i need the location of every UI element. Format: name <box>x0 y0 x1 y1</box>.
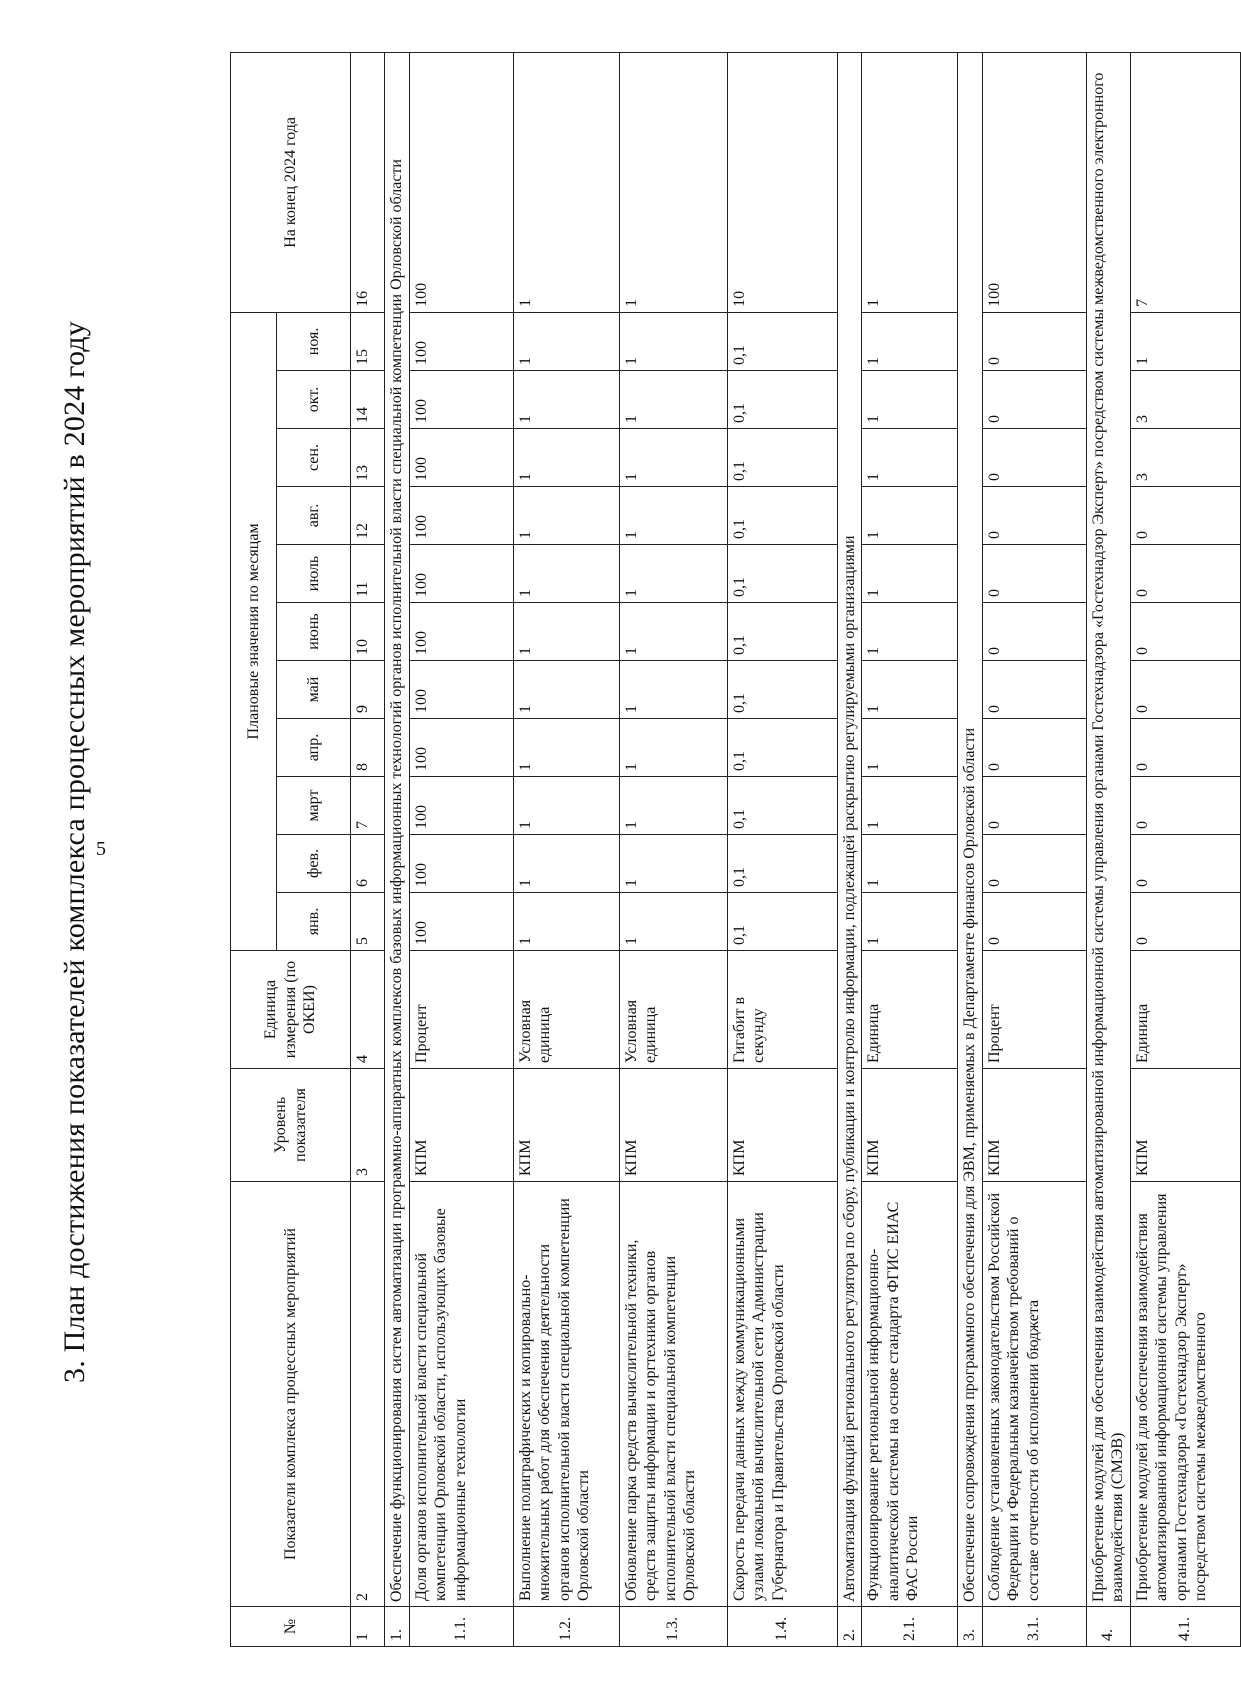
monthly-value: 100 <box>409 777 513 835</box>
monthly-value: 0 <box>982 429 1086 487</box>
monthly-value: 1 <box>862 835 958 893</box>
column-number: 13 <box>351 429 385 487</box>
indicator-row <box>982 52 1086 1646</box>
indicator-name: Выполнение полиграфических и копировально-множительных работ для обеспечения деятельности органов исполнительной власти специальной компетенции Орловской области <box>513 1182 619 1607</box>
monthly-value: 0,1 <box>727 545 837 603</box>
monthly-value: 1 <box>513 893 619 951</box>
indicator-level: КПМ <box>727 1069 837 1182</box>
monthly-value: 1 <box>513 661 619 719</box>
monthly-value: 1 <box>513 545 619 603</box>
indicator-row <box>862 52 958 1646</box>
monthly-value: 100 <box>409 719 513 777</box>
section-row <box>385 52 410 1646</box>
section-row <box>1086 52 1130 1646</box>
monthly-value: 1 <box>619 603 727 661</box>
indicator-level: КПМ <box>982 1069 1086 1182</box>
indicator-level: КПМ <box>409 1069 513 1182</box>
monthly-value: 1 <box>619 777 727 835</box>
monthly-value: 100 <box>409 893 513 951</box>
indicator-number: 1.1. <box>409 1607 513 1647</box>
column-number: 12 <box>351 487 385 545</box>
monthly-value: 0 <box>982 893 1086 951</box>
monthly-value: 0 <box>982 545 1086 603</box>
end-of-year-value: 100 <box>409 52 513 312</box>
monthly-value: 0 <box>1130 545 1240 603</box>
indicator-row <box>727 52 837 1646</box>
monthly-value: 0 <box>982 835 1086 893</box>
monthly-value: 1 <box>619 487 727 545</box>
indicator-name: Доля органов исполнительной власти специальной компетенции Орловской области, использующих базовые информационные технологии <box>409 1182 513 1607</box>
section-title: Обеспечение функционирования систем автоматизации программно-аппаратных комплексов базовых информационных технологий органов исполнительной власти специальной компетенции Орловской области <box>385 52 410 1606</box>
monthly-value: 0 <box>1130 893 1240 951</box>
header-month: апр. <box>277 719 351 777</box>
monthly-value: 0,1 <box>727 429 837 487</box>
indicator-unit: Процент <box>982 951 1086 1069</box>
column-number: 16 <box>351 52 385 312</box>
header-level: Уровень показателя <box>231 1069 351 1182</box>
indicator-name: Приобретение модулей для обеспечения взаимодействия автоматизированной информационной системы управления органами Гостехнадзора «Гостехнадзор Эксперт» посредством системы межведомственного <box>1130 1182 1240 1607</box>
indicator-number: 4.1. <box>1130 1607 1240 1647</box>
end-of-year-value: 100 <box>982 52 1086 312</box>
indicator-row <box>1130 52 1240 1646</box>
monthly-value: 1 <box>619 661 727 719</box>
monthly-value: 0 <box>1130 777 1240 835</box>
monthly-value: 1 <box>513 487 619 545</box>
indicator-row <box>409 52 513 1646</box>
monthly-value: 1 <box>862 371 958 429</box>
monthly-value: 0 <box>982 312 1086 370</box>
indicator-name: Скорость передачи данных между коммуникационными узлами локальной вычислительной сети Администрации Губернатора и Правительства Орловской области <box>727 1182 837 1607</box>
end-of-year-value: 1 <box>619 52 727 312</box>
monthly-value: 1 <box>862 545 958 603</box>
section-title: Автоматизация функций регионального регулятора по сбору, публикации и контролю информации, подлежащей раскрытию регулируемыми организациями <box>837 52 862 1606</box>
monthly-value: 0 <box>1130 719 1240 777</box>
monthly-value: 100 <box>409 312 513 370</box>
column-number: 2 <box>351 1182 385 1607</box>
header-month: ноя. <box>277 312 351 370</box>
monthly-value: 1 <box>619 371 727 429</box>
column-number: 5 <box>351 893 385 951</box>
section-title: Приобретение модулей для обеспечения взаимодействия автоматизированной информационной системы управления органами Гостехнадзора «Гостехнадзор Эксперт» посредством системы межведомственного электронного взаимодействия (СМЭВ) <box>1086 52 1130 1606</box>
monthly-value: 0 <box>982 777 1086 835</box>
monthly-value: 0,1 <box>727 312 837 370</box>
section-number: 3. <box>958 1607 983 1647</box>
indicator-number: 1.3. <box>619 1607 727 1647</box>
column-number: 14 <box>351 371 385 429</box>
header-month: июль <box>277 545 351 603</box>
section-row <box>837 52 862 1646</box>
page-title: 3. План достижения показателей комплекса процессных мероприятий в 2024 году <box>58 321 91 1383</box>
monthly-value: 1 <box>862 661 958 719</box>
end-of-year-value: 10 <box>727 52 837 312</box>
column-number: 7 <box>351 777 385 835</box>
column-number: 15 <box>351 312 385 370</box>
header-month: янв. <box>277 893 351 951</box>
monthly-value: 0 <box>1130 603 1240 661</box>
indicator-name: Соблюдение установленных законодательством Российской Федерации и Федеральным казначейством требований о составе отчетности об исполнении бюджета <box>982 1182 1086 1607</box>
monthly-value: 0 <box>1130 487 1240 545</box>
monthly-value: 100 <box>409 661 513 719</box>
header-unit: Единица измерения (по ОКЕИ) <box>231 951 351 1069</box>
column-number: 4 <box>351 951 385 1069</box>
monthly-value: 0 <box>982 487 1086 545</box>
header-num: № <box>231 1607 351 1647</box>
monthly-value: 0,1 <box>727 719 837 777</box>
monthly-value: 1 <box>862 487 958 545</box>
monthly-value: 1 <box>862 719 958 777</box>
indicator-number: 2.1. <box>862 1607 958 1647</box>
indicator-number: 3.1. <box>982 1607 1086 1647</box>
header-month: окт. <box>277 371 351 429</box>
header-monthly-group: Плановые значения по месяцам <box>231 312 277 950</box>
indicator-row <box>513 52 619 1646</box>
monthly-value: 0 <box>982 603 1086 661</box>
section-title: Обеспечение сопровождения программного обеспечения для ЭВМ, применяемых в Департаменте финансов Орловской области <box>958 52 983 1606</box>
monthly-value: 0,1 <box>727 777 837 835</box>
indicator-unit: Условная единица <box>619 951 727 1069</box>
monthly-value: 100 <box>409 603 513 661</box>
monthly-value: 0 <box>982 719 1086 777</box>
monthly-value: 1 <box>513 429 619 487</box>
monthly-value: 1 <box>513 835 619 893</box>
monthly-value: 0,1 <box>727 487 837 545</box>
plan-table <box>230 52 1241 1647</box>
column-number: 9 <box>351 661 385 719</box>
indicator-unit: Единица <box>862 951 958 1069</box>
section-number: 4. <box>1086 1607 1130 1647</box>
header-month: март <box>277 777 351 835</box>
monthly-value: 1 <box>1130 312 1240 370</box>
monthly-value: 3 <box>1130 429 1240 487</box>
indicator-level: КПМ <box>619 1069 727 1182</box>
column-number: 8 <box>351 719 385 777</box>
monthly-value: 1 <box>862 777 958 835</box>
monthly-value: 100 <box>409 487 513 545</box>
indicator-unit: Процент <box>409 951 513 1069</box>
monthly-value: 0,1 <box>727 835 837 893</box>
header-month: май <box>277 661 351 719</box>
monthly-value: 1 <box>513 312 619 370</box>
indicator-name: Функционирование региональной информационно-аналитической системы на основе стандарта ФГИС ЕИАС ФАС России <box>862 1182 958 1607</box>
indicator-unit: Условная единица <box>513 951 619 1069</box>
end-of-year-value: 7 <box>1130 52 1240 312</box>
indicator-unit: Единица <box>1130 951 1240 1069</box>
indicator-unit: Гигабит в секунду <box>727 951 837 1069</box>
monthly-value: 100 <box>409 371 513 429</box>
monthly-value: 1 <box>513 371 619 429</box>
monthly-value: 1 <box>619 312 727 370</box>
monthly-value: 0,1 <box>727 893 837 951</box>
header-end: На конец 2024 года <box>231 52 351 312</box>
monthly-value: 1 <box>619 429 727 487</box>
indicator-number: 1.4. <box>727 1607 837 1647</box>
monthly-value: 100 <box>409 835 513 893</box>
monthly-value: 1 <box>619 835 727 893</box>
monthly-value: 1 <box>513 603 619 661</box>
header-month: фев. <box>277 835 351 893</box>
column-number: 1 <box>351 1607 385 1647</box>
monthly-value: 1 <box>862 603 958 661</box>
indicator-level: КПМ <box>513 1069 619 1182</box>
header-month: июнь <box>277 603 351 661</box>
column-number: 6 <box>351 835 385 893</box>
section-row <box>958 52 983 1646</box>
indicator-level: КПМ <box>862 1069 958 1182</box>
monthly-value: 100 <box>409 429 513 487</box>
indicator-level: КПМ <box>1130 1069 1240 1182</box>
monthly-value: 1 <box>862 312 958 370</box>
monthly-value: 0 <box>1130 661 1240 719</box>
monthly-value: 1 <box>513 777 619 835</box>
indicator-name: Обновление парка средств вычислительной техники, средств защиты информации и оргтехники органов исполнительной власти специальной компетенции Орловской области <box>619 1182 727 1607</box>
header-name: Показатели комплекса процессных мероприятий <box>231 1182 351 1607</box>
section-number: 2. <box>837 1607 862 1647</box>
column-number: 3 <box>351 1069 385 1182</box>
monthly-value: 0,1 <box>727 371 837 429</box>
monthly-value: 0,1 <box>727 661 837 719</box>
monthly-value: 1 <box>513 719 619 777</box>
end-of-year-value: 1 <box>862 52 958 312</box>
monthly-value: 0 <box>1130 835 1240 893</box>
monthly-value: 1 <box>862 429 958 487</box>
header-month: сен. <box>277 429 351 487</box>
column-number: 11 <box>351 545 385 603</box>
indicator-number: 1.2. <box>513 1607 619 1647</box>
column-number: 10 <box>351 603 385 661</box>
header-month: авг. <box>277 487 351 545</box>
page-number: 5 <box>96 838 106 860</box>
monthly-value: 0 <box>982 661 1086 719</box>
monthly-value: 1 <box>619 893 727 951</box>
section-number: 1. <box>385 1607 410 1647</box>
monthly-value: 0 <box>982 371 1086 429</box>
rotated-page <box>50 37 1210 1667</box>
monthly-value: 1 <box>619 719 727 777</box>
monthly-value: 0,1 <box>727 603 837 661</box>
monthly-value: 3 <box>1130 371 1240 429</box>
indicator-row <box>619 52 727 1646</box>
monthly-value: 1 <box>862 893 958 951</box>
monthly-value: 1 <box>619 545 727 603</box>
monthly-value: 100 <box>409 545 513 603</box>
end-of-year-value: 1 <box>513 52 619 312</box>
